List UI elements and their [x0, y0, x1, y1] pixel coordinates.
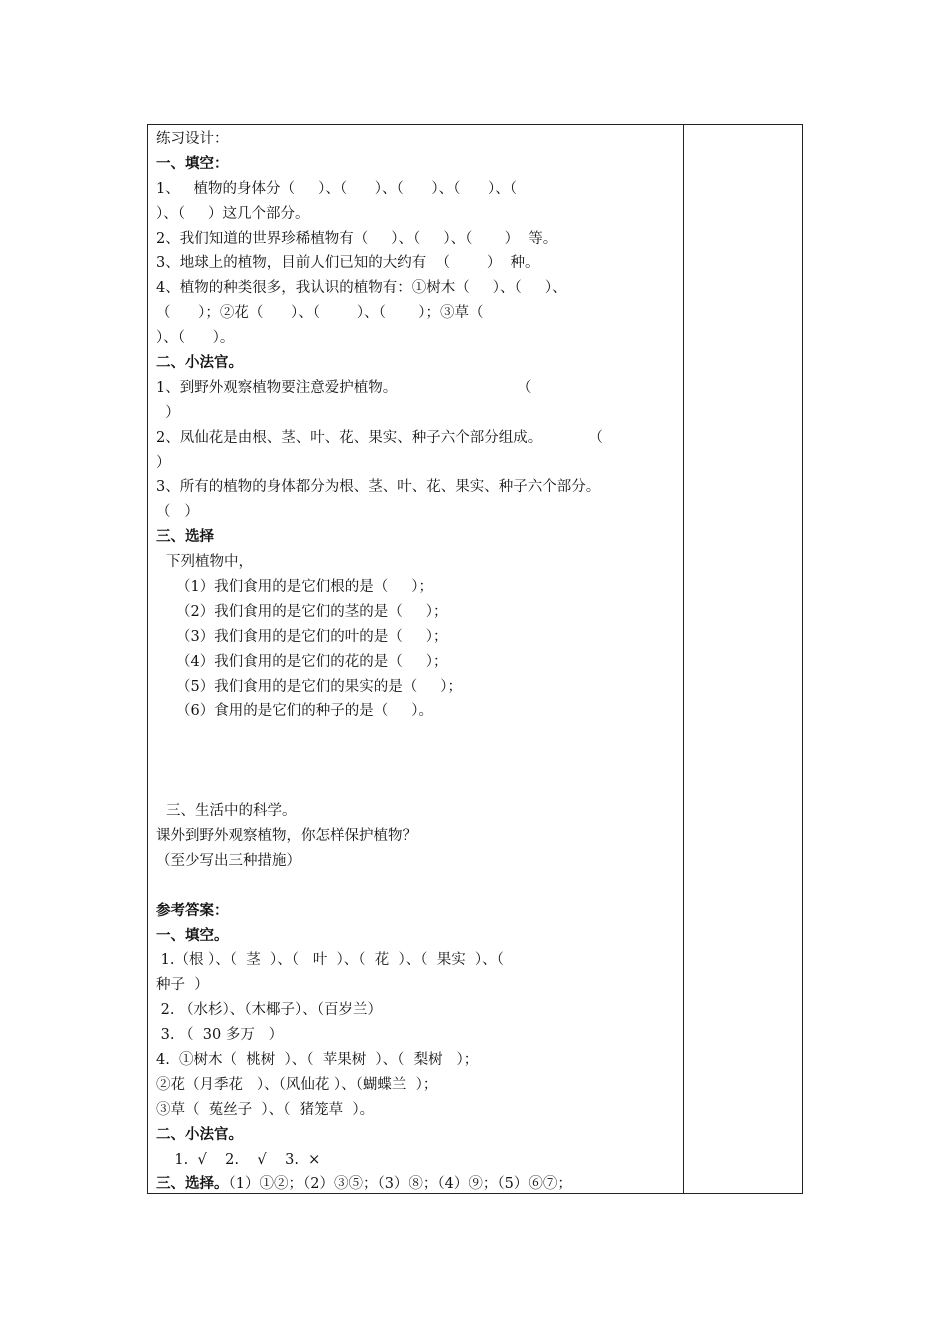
judge-q2-line2: ） [156, 454, 171, 471]
column-divider [683, 125, 684, 1193]
section-judge-heading: 二、小法官。 [156, 354, 243, 372]
life-note: （至少写出三种措施） [156, 852, 301, 869]
choice-item: （2）我们食用的是它们的茎的是（ ）； [176, 603, 448, 620]
worksheet-table [147, 124, 803, 1194]
answer-4-line3: ③草（ 菟丝子 ）、（ 猪笼草 ）。 [156, 1101, 375, 1118]
answers-fill-heading: 一、填空。 [156, 926, 229, 944]
judge-q3-line2: （ ） [156, 504, 199, 521]
judge-q2-line1: 2、凤仙花是由根、茎、叶、花、果实、种子六个部分组成。 （ [156, 429, 603, 446]
answers-title: 参考答案： [156, 901, 229, 919]
fill-q1-line1: 1、 植物的身体分（ ）、（ ）、（ ）、（ ）、（ [156, 180, 518, 197]
life-question: 课外到野外观察植物，你怎样保护植物？ [156, 827, 417, 844]
choice-options-row [156, 749, 678, 774]
judge-q1-line2: ） [156, 404, 180, 421]
answer-choice: （1）①②；（2）③⑤；（3）⑧；（4）⑨；（5）⑥⑦； [228, 1176, 572, 1193]
choice-item: （4）我们食用的是它们的花的是（ ）； [176, 653, 448, 670]
choice-item: （6）食用的是它们的种子的是（ ）。 [176, 703, 434, 720]
exercise-title: 练习设计： [156, 131, 229, 147]
answer-choice-line [156, 1172, 678, 1197]
main-cell [156, 127, 678, 1197]
fill-q2: 2、我们知道的世界珍稀植物有（ ）、（ ）、（ ） 等。 [156, 230, 558, 247]
judge-q1-line1: 1、到野外观察植物要注意爱护植物。 （ [156, 379, 532, 396]
answers-judge-heading: 二、小法官。 [156, 1125, 243, 1143]
choice-options-row [156, 774, 678, 799]
fill-q3: 3、地球上的植物，目前人们已知的大约有 （ ） 种。 [156, 255, 540, 272]
choice-item: （1）我们食用的是它们根的是（ ）； [176, 579, 434, 596]
section-choice-heading: 三、选择 [156, 528, 214, 546]
section-fill-heading: 一、填空： [156, 154, 229, 172]
answer-1-line1: 1.（根 ）、（ 茎 ）、（ 叶 ）、（ 花 ）、（ 果实 ）、（ [156, 952, 504, 969]
section-life-heading: 三、生活中的科学。 [166, 803, 297, 820]
fill-q4-line3: ）、（ ）。 [156, 330, 235, 347]
blank-line [156, 874, 678, 899]
answer-4-line1: 4. ①树木（ 桃树 ）、（ 苹果树 ）、（ 梨树 ）； [156, 1051, 479, 1068]
fill-q4-line2: （ ）；②花（ ）、（ ）、（ ）；③草（ [156, 305, 484, 322]
judge-q3-line1: 3、所有的植物的身体都分为根、茎、叶、花、果实、种子六个部分。 [156, 479, 601, 496]
answers-choice-heading: 三、选择。 [156, 1175, 229, 1193]
choice-intro: 下列植物中， [166, 554, 253, 571]
answer-judge: 1. √ 2. √ 3. × [156, 1151, 321, 1168]
fill-q1-line2: ）、（ ）这几个部分。 [156, 205, 310, 222]
answer-1-line2: 种子 ） [156, 977, 209, 994]
answer-4-line2: ②花（月季花 ）、（风仙花 ）、（蝴蝶兰 ）； [156, 1076, 438, 1093]
answer-2: 2. （水杉）、（木椰子）、（百岁兰） [156, 1002, 383, 1019]
fill-q4-line1: 4、植物的种类很多，我认识的植物有：①树木（ ）、（ ）、 [156, 280, 567, 297]
choice-item: （3）我们食用的是它们的叶的是（ ）； [176, 628, 448, 645]
choice-options-row [156, 724, 678, 749]
choice-item: （5）我们食用的是它们的果实的是（ ）； [176, 678, 463, 695]
answer-3: 3. （ 30 多万 ） [156, 1027, 284, 1044]
